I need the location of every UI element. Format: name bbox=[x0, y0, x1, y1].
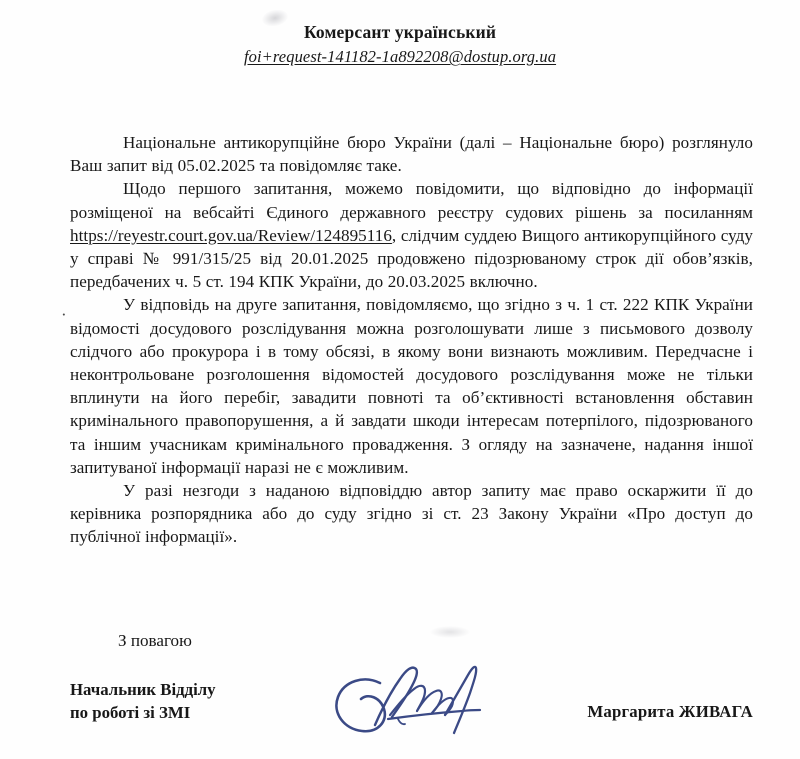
closing-block bbox=[70, 629, 753, 652]
letter-header bbox=[0, 22, 800, 67]
paragraph-intro: Національне антикорупційне бюро України (далі – Національне бюро) розглянуло Ваш запит від 05.02.2025 та повідомляє таке. bbox=[70, 133, 753, 176]
paragraph-first-question bbox=[70, 177, 753, 293]
margin-mark: · bbox=[61, 305, 67, 324]
court-register-link[interactable]: https://reyestr.court.gov.ua/Review/124895116 bbox=[70, 225, 392, 245]
letter-body bbox=[61, 131, 753, 549]
paragraph-first-question-text-before: Щодо першого запитання, можемо повідомити, що відповідно до інформації розміщеної на вебсайті Єдиного державного реєстру судових рішень за посиланням bbox=[70, 179, 753, 222]
signature-block bbox=[70, 679, 753, 741]
recipient-organization: Комерсант український bbox=[303, 22, 497, 42]
signer-title-line-1: Начальник Відділу bbox=[70, 680, 216, 699]
paragraph-appeal-rights: У разі незгоди з наданою відповіддю автор запиту має право оскаржити її до керівника розпорядника або до суду згідно зі ст. 23 Закону України «Про доступ до публічної інформації». bbox=[70, 481, 753, 547]
signer-title-line-2: по роботі зі ЗМІ bbox=[70, 702, 191, 722]
paragraph-first-question-text-after: , слідчим суддею Вищого антикорупційного суду у справі № 991/315/25 від 20.01.2025 продовжено підозрюваному строк дії обов’язків, передбачених ч. 5 ст. 194 КПК України, до 20.03.2025 включно. bbox=[70, 225, 753, 292]
signer-name: Маргарита ЖИВАГА bbox=[587, 702, 753, 721]
closing-regards: З повагою bbox=[118, 631, 192, 650]
paragraph-second-question: У відповідь на друге запитання, повідомляємо, що згідно з ч. 1 ст. 222 КПК України відомості досудового розслідування можна розголошувати лише з письмового дозволу слідчого або прокурора і в тому обсязі, в якому вони визнають можливим. Передчасне і неконтрольоване розголошення відомостей досудового розслідування може не тільки вплинути на його перебіг, завадити повноті та об’єктивності встановлення обставин кримінального правопорушення, а й завдати шкоди інтересам потерпілого, підозрюваного та іншим учасникам кримінального провадження. З огляду на зазначене, надання іншої запитуваної інформації наразі не є можливим. bbox=[70, 295, 753, 477]
handwritten-signature-icon bbox=[328, 653, 518, 745]
signer-title bbox=[70, 679, 216, 724]
recipient-email: foi+request-141182-1a892208@dostup.org.ua bbox=[243, 46, 557, 66]
